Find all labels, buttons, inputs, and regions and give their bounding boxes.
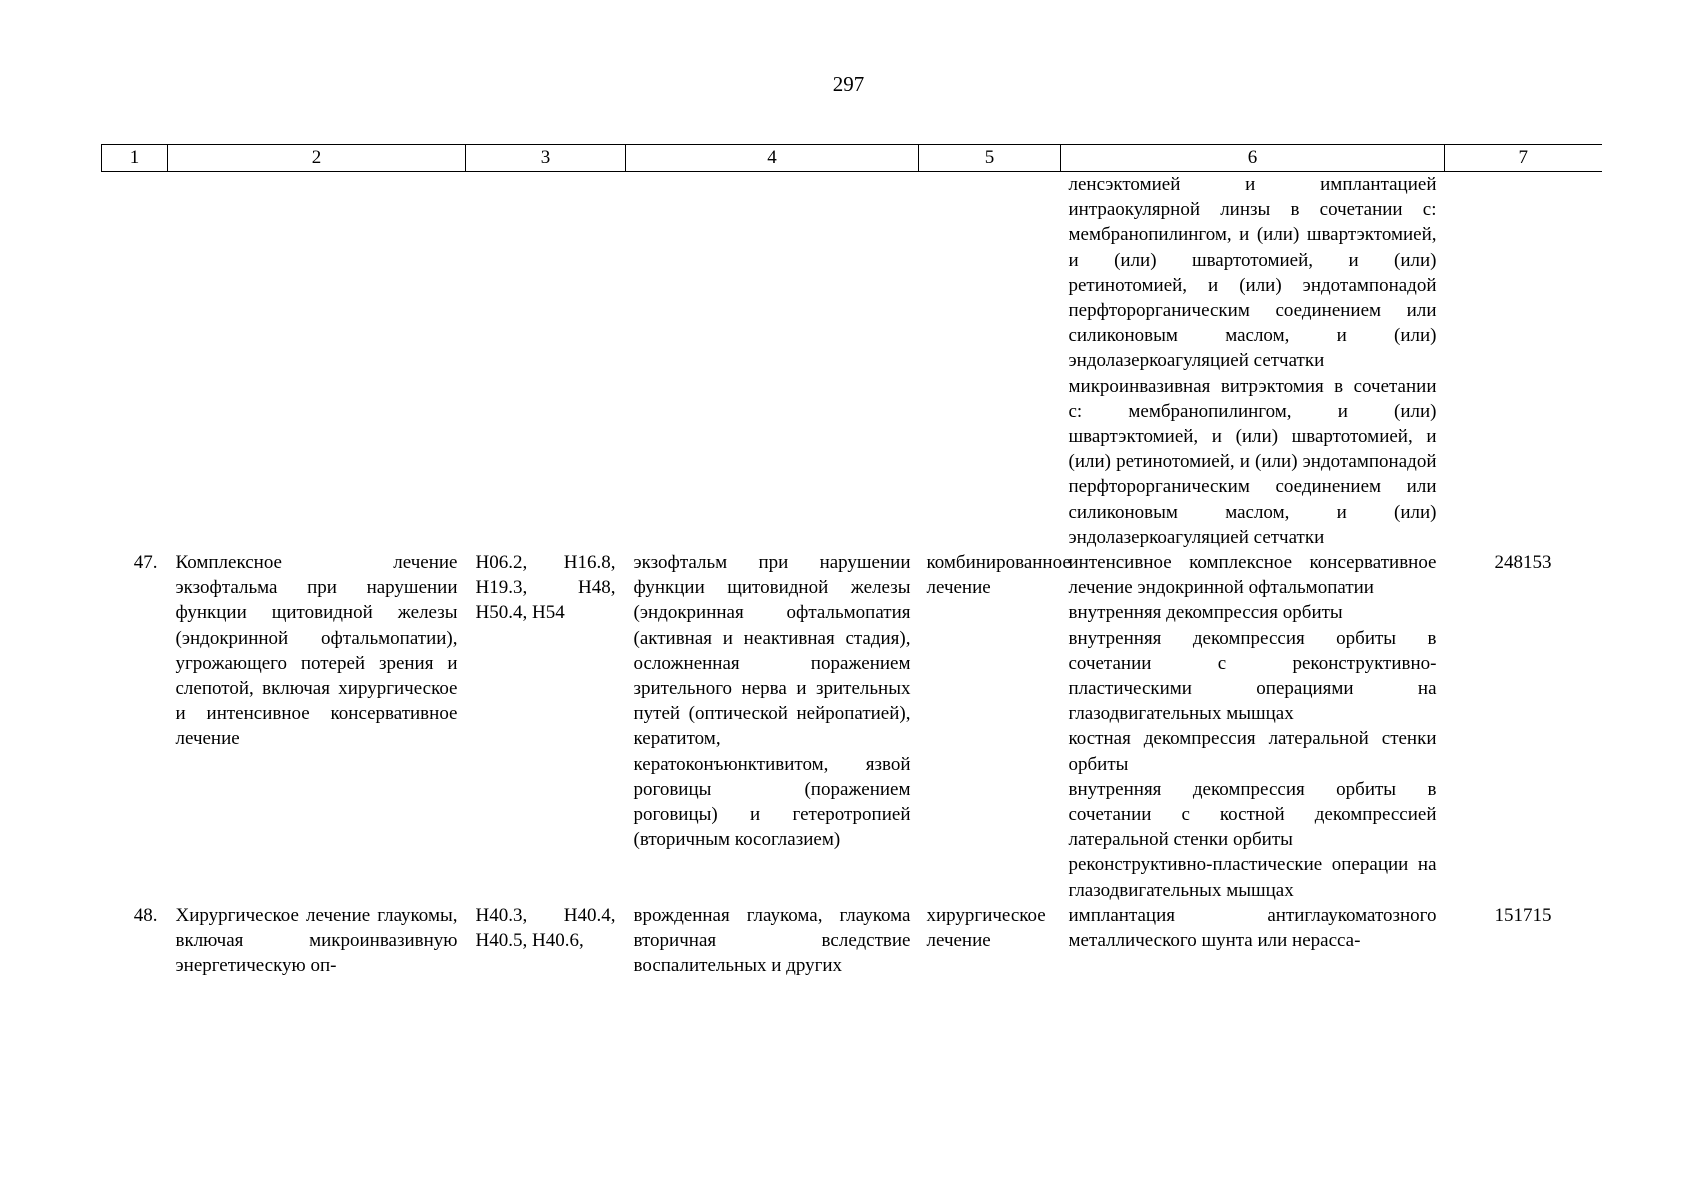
method-item: реконструктивно-пластические операции на глазодвигательных мышцах	[1068, 854, 1437, 901]
funding-norm: 151715	[1494, 904, 1552, 926]
patient-condition: экзофтальм при нарушении функции щитовидной железы (эндокринная офтальмопатия (активная и неактивная стадия), осложненная поражением зрительного нерва и зрительных путей (оптической нейропатией), кератитом, кератоконъюнктивитом, язвой роговицы (поражением роговицы) и гетеротропией (вторичным косоглазием)	[633, 552, 911, 851]
icd-codes	[466, 172, 626, 551]
row-number: 48.	[133, 904, 158, 926]
treatment-methods	[1061, 172, 1445, 551]
icd-codes: H06.2, H16.8, H19.3, H48, H50.4, H54	[475, 552, 616, 624]
method-item: ленсэктомией и имплантацией интраокулярной линзы в сочетании с: мембранопилингом, и (или) швартэктомией, и (или) швартотомией, и (или) ретинотомией, и (или) эндотампонадой перфторорганическим соединением или силиконовым маслом, и (или) эндолазеркоагуляцией сетчатки	[1068, 174, 1437, 372]
method-item: внутренняя декомпрессия орбиты	[1068, 602, 1343, 624]
treatment-methods	[1061, 550, 1445, 903]
treatment-type: комбинированное лечение	[926, 552, 1071, 599]
funding-norm: 248153	[1494, 552, 1552, 574]
page-number: 297	[832, 72, 865, 96]
table-header	[102, 145, 1602, 172]
column-header-2: 2	[168, 145, 466, 172]
column-header-3: 3	[466, 145, 626, 172]
method-item: костная декомпрессия латеральной стенки орбиты	[1068, 728, 1437, 775]
column-header-6: 6	[1061, 145, 1445, 172]
column-header-1: 1	[102, 145, 168, 172]
icd-codes: H40.3, H40.4, H40.5, H40.6,	[475, 904, 616, 952]
patient-condition	[626, 172, 919, 551]
treatment-type	[919, 172, 1061, 551]
header-row	[102, 145, 1602, 172]
table-row-48	[102, 903, 1602, 979]
funding-norm	[1445, 172, 1602, 551]
method-item: имплантация антиглаукоматозного металлического шунта или нерасса-	[1068, 904, 1437, 952]
row-number	[102, 172, 168, 551]
table-row-47	[102, 550, 1602, 903]
column-header-4: 4	[626, 145, 919, 172]
method-item: интенсивное комплексное консервативное лечение эндокринной офтальмопатии	[1068, 552, 1437, 599]
method-item: внутренняя декомпрессия орбиты в сочетании с костной декомпрессией латеральной стенки орбиты	[1068, 778, 1437, 851]
care-name: Хирургическое лечение глаукомы, включая микроинвазивную энергетическую оп-	[175, 904, 458, 977]
method-item: микроинвазивная витрэктомия в сочетании с: мембранопилингом, и (или) швартэктомией, и (или) швартотомией, и (или) ретинотомией, и (или) эндотампонадой перфторорганическим соединением или силиконовым маслом, и (или) эндолазеркоагуляцией сетчатки	[1068, 375, 1437, 548]
care-name	[168, 172, 466, 551]
column-header-7: 7	[1445, 145, 1602, 172]
treatment-type: хирургическое лечение	[926, 904, 1046, 952]
patient-condition: врожденная глаукома, глаукома вторичная вследствие воспалительных и других	[633, 904, 911, 977]
treatment-methods	[1061, 903, 1445, 979]
row-number: 47.	[133, 552, 158, 574]
column-header-5: 5	[919, 145, 1061, 172]
care-name: Комплексное лечение экзофтальма при нарушении функции щитовидной железы (эндокринной офтальмопатии), угрожающего потерей зрения и слепотой, включая хирургическое и интенсивное консервативное лечение	[175, 552, 458, 750]
medical-care-table	[101, 144, 1602, 979]
table-row-continuation	[102, 172, 1602, 551]
method-item: внутренняя декомпрессия орбиты в сочетании с реконструктивно-пластическими операциями на глазодвигательных мышцах	[1068, 627, 1437, 725]
